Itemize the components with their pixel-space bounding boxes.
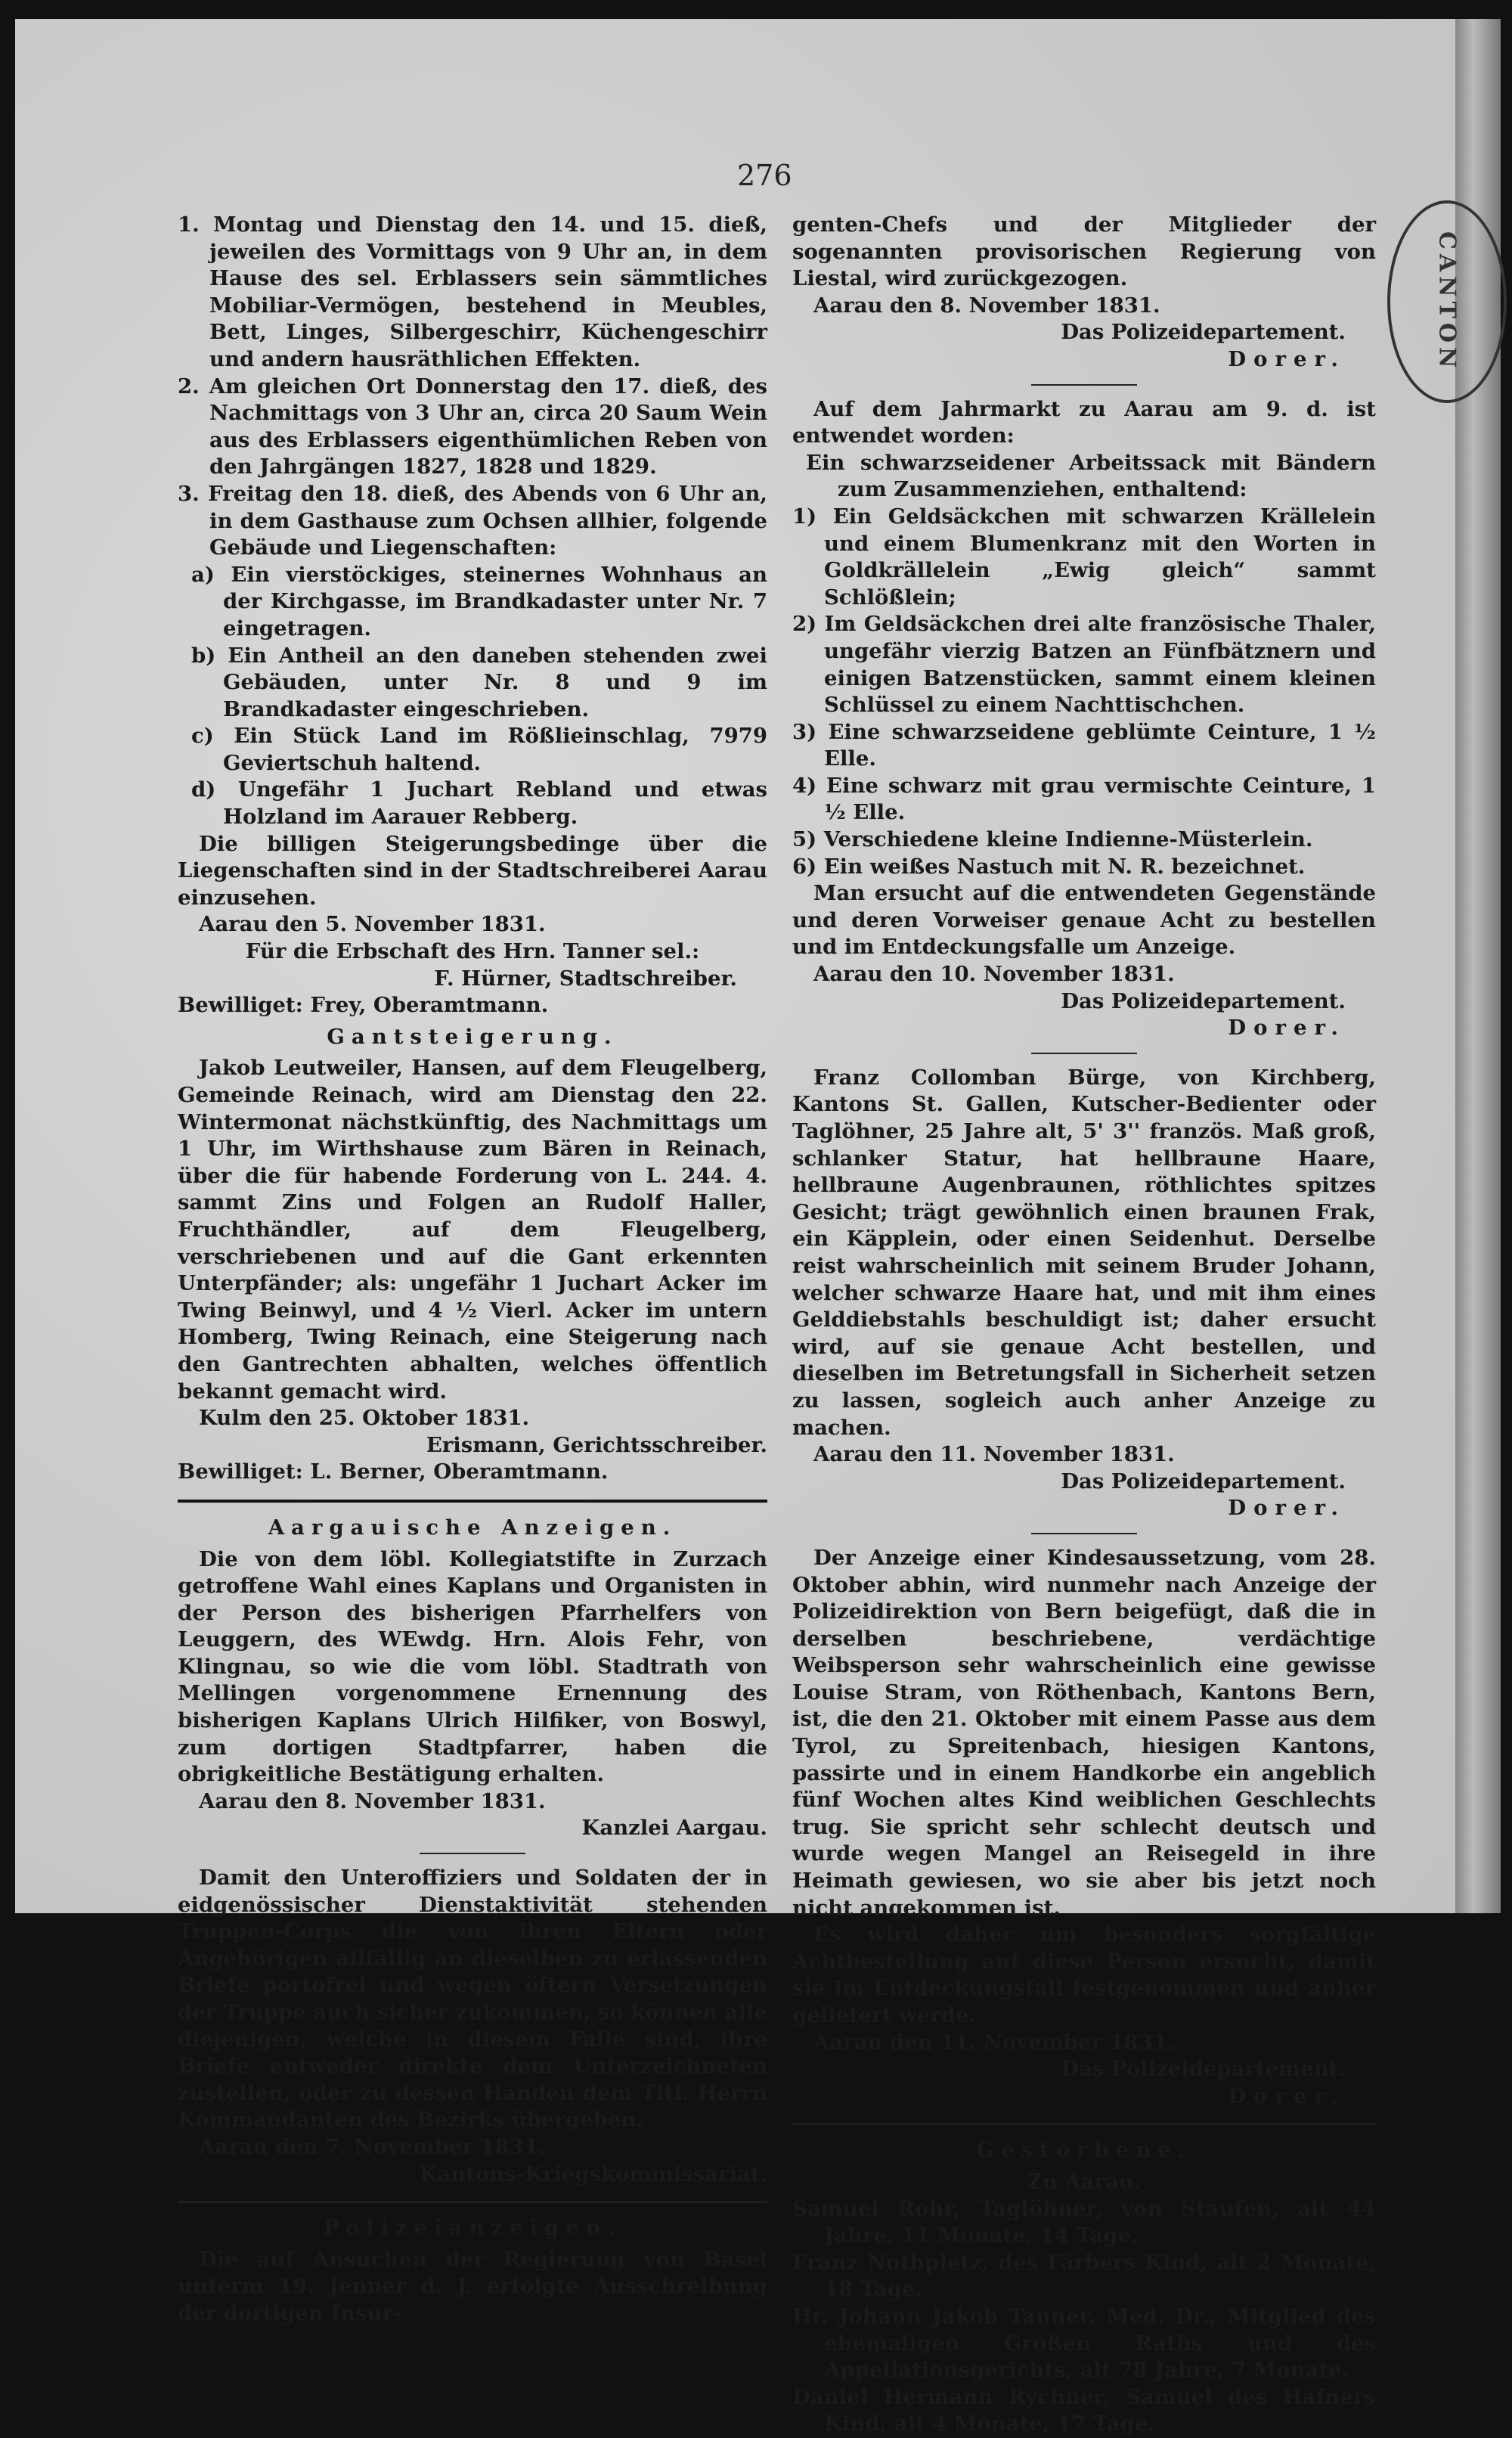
death-entry: Hr. Johann Jakob Tanner, Med. Dr., Mitglied des ehemaligen Großen Raths und des Appellationsgerichts, alt 78 Jahre, 7 Monate. [792, 2303, 1376, 2383]
stolen-item: 3) Eine schwarzseidene geblümte Ceinture, 1 ½ Elle. [792, 719, 1376, 771]
auction-item: 3. Freitag den 18. dieß, des Abends von 6 Uhr an, in dem Gasthause zum Ochsen allhier, folgende Gebäude und Liegenschaften: [178, 481, 767, 560]
section-heading: Aargauische Anzeigen. [268, 1515, 677, 1540]
dateline: Kulm den 25. Oktober 1831. [199, 1406, 530, 1431]
notice: Man ersucht auf die entwendeten Gegenstände und deren Vorweiser genaue Acht zu bestellen und im Entdeckungsfalle um Anzeige. [792, 881, 1376, 960]
notice: Damit den Unteroffiziers und Soldaten der in eidgenössischer Dienstaktivität stehenden Truppen-Corps die von ihren Eltern oder Angehörigen allfällig an dieselben zu erlassenden Briefe portofrei und wegen öftern Versetzungen der Truppe auch sicher zukommen, so können alle diejenigen, welche in diesem Falle sind, ihre Briefe entweder direkte dem Unterzeichneten zustellen, oder zu dessen Handen dem Titl. Herrn Kommandanten des Bezirks übergeben. [178, 1866, 767, 2132]
section-heading: Polizeianzeigen. [323, 2216, 622, 2241]
conditions-text: Die billigen Steigerungsbedinge über die Liegenschaften sind in der Stadtschreiberei Aarau einzusehen. [178, 831, 767, 910]
signature: Das Polizeidepartement. [1061, 320, 1346, 345]
right-column [792, 212, 1376, 2438]
signature: Erismann, Gerichtsschreiber. [426, 1432, 767, 1457]
dateline: Aarau den 8. November 1831. [813, 293, 1160, 318]
stolen-item: 2) Im Geldsäckchen drei alte französische Thaler, ungefähr vierzig Batzen an Fünfbätznern und einigen Batzenstücken, sammt einem kleinen Schlüssel zu einem Nachttischchen. [792, 612, 1376, 718]
signature-name: Dorer. [1228, 2083, 1346, 2108]
left-column [178, 212, 767, 2328]
dateline: Aarau den 11. November 1831. [813, 1442, 1175, 1467]
divider [1031, 384, 1137, 386]
stolen-item: 1) Ein Geldsäckchen mit schwarzen Krällelein und einem Blumenkranz mit den Worten in Goldkrällelein „Ewig gleich“ sammt Schlößlein; [792, 504, 1376, 610]
dateline: Aarau den 10. November 1831. [813, 962, 1175, 987]
section-heading: Gestorbene. [976, 2138, 1192, 2163]
notice: Auf dem Jahrmarkt zu Aarau am 9. d. ist entwendet worden: [792, 396, 1376, 448]
auction-item: 2. Am gleichen Ort Donnerstag den 17. dieß, des Nachmittags von 3 Uhr an, circa 20 Saum Wein aus des Erblassers eigenthümlichen Reben von den Jahrgängen 1827, 1828 und 1829. [178, 374, 767, 479]
section-divider [178, 2201, 767, 2203]
notice: Franz Collomban Bürge, von Kirchberg, Kantons St. Gallen, Kutscher-Bedienter oder Taglöhner, 25 Jahre alt, 5' 3'' französ. Maß groß, schlanker Statur, hat hellbraune Haare, hellbraune Augenbraunen, röthlichtes spitzes Gesicht; trägt gewöhnlich einen braunen Frak, ein Käpplein, oder einen Seidenhut. Derselbe reist wahrscheinlich mit seinem Bruder Johann, welcher schwarze Haare hat, und mit ihm eines Gelddiebstahls beschuldigt ist; daher ersucht wird, auf sie genaue Acht bestellen, und dieselben im Betretungsfall in Sicherheit setzen zu lassen, sogleich auch anher Anzeige zu machen. [792, 1065, 1376, 1440]
signature: Kanzlei Aargau. [581, 1816, 767, 1841]
signature-name: Dorer. [1228, 346, 1346, 371]
approval: Bewilliget: Frey, Oberamtmann. [178, 993, 549, 1018]
auction-item: 1. Montag und Dienstag den 14. und 15. dieß, jeweilen des Vormittags von 9 Uhr an, in dem Hause des sel. Erblassers sein sämmtliches Mobiliar-Vermögen, bestehend in Meubles, Bett, Linges, Silbergeschirr, Küchengeschirr und andern hausräthlichen Effekten. [178, 212, 767, 371]
notice: Der Anzeige einer Kindesaussetzung, vom 28. Oktober abhin, wird nunmehr nach Anzeige der Polizeidirektion von Bern beigefügt, daß die in derselben beschriebene, verdächtige Weibsperson sehr wahrscheinlich eine gewisse Louise Stram, von Röthenbach, Kantons Bern, ist, die den 21. Oktober mit einem Passe aus dem Tyrol, zu Spreitenbach, hiesigen Kantons, passirte und in einem Handkorbe ein angeblich fünf Wochen altes Kind weiblichen Geschlechts trug. Sie spricht sehr schlecht deutsch und wurde wegen Mangel an Reisegeld in ihre Heimath gewiesen, wo sie aber bis jetzt noch nicht angekommen ist. [792, 1545, 1376, 1920]
property-item: c) Ein Stück Land im Rößlieinschlag, 7979 Geviertschuh haltend. [191, 724, 767, 775]
notice: Die von dem löbl. Kollegiatstifte in Zurzach getroffene Wahl eines Kaplans und Organisten in der Person des bisherigen Pfarrhelfers von Leuggern, des WEwdg. Hrn. Alois Fehr, von Klingnau, so wie die vom löbl. Stadtrath von Mellingen vorgenommene Ernennung des bisherigen Kaplans Ulrich Hilfiker, von Boswyl, zum dortigen Stadtpfarrer, haben die obrigkeitliche Bestätigung erhalten. [178, 1546, 767, 1787]
signature: Das Polizeidepartement. [1061, 988, 1346, 1013]
signature: F. Hürner, Stadtschreiber. [434, 966, 737, 991]
divider [1031, 1533, 1137, 1534]
section-divider [178, 1500, 767, 1503]
notice-continuation: genten-Chefs und der Mitglieder der sogenannten provisorischen Regierung von Liestal, wird zurückgezogen. [792, 212, 1376, 291]
dateline: Aarau den 5. November 1831. [199, 912, 546, 937]
signature: Das Polizeidepartement. [1061, 2057, 1346, 2082]
death-entry: Franz Nothpletz, des Färbers Kind, alt 2 Monate, 18 Tage. [792, 2250, 1376, 2302]
signature: Kantons-Kriegskommissariat. [419, 2161, 767, 2186]
death-entry: Daniel Hermann Rychner, Samuel des Hafners Kind, alt 4 Monate, 17 Tage. [792, 2384, 1376, 2436]
library-stamp: CANTON [1387, 200, 1507, 403]
place-heading: Zu Aarau. [1027, 2169, 1142, 2194]
death-entry: Samuel Rohr, Taglöhner, von Staufen, alt 44 Jahre, 11 Monate, 14 Tage. [792, 2196, 1376, 2248]
signature: Das Polizeidepartement. [1061, 1469, 1346, 1494]
property-item: b) Ein Antheil an den daneben stehenden zwei Gebäuden, unter Nr. 8 und 9 im Brandkadaster eingeschrieben. [191, 643, 767, 721]
divider [420, 1853, 525, 1854]
notice: Es wird daher um besonders sorgfältige Achtbestellung auf diese Person ersucht, damit sie im Entdeckungsfall festgenommen und anher geliefert werde. [792, 1922, 1376, 2027]
page-number: 276 [737, 159, 792, 192]
signature-name: Dorer. [1228, 1496, 1346, 1521]
gant-notice: Jakob Leutweiler, Hansen, auf dem Fleugelberg, Gemeinde Reinach, wird am Dienstag den 22. Wintermonat nächstkünftig, des Nachmittags um 1 Uhr, im Wirthshause zum Bären in Reinach, über die für habende Forderung von L. 244. 4. sammt Zins und Folgen an Rudolf Haller, Fruchthändler, auf dem Fleugelberg, verschriebenen und auf die Gant erkennten Unterpfänder; als: ungefähr 1 Juchart Acker im Twing Beinwyl, und 4 ½ Vierl. Acker im untern Homberg, Twing Reinach, eine Steigerung nach den Gantrechten abhalten, welches öffentlich bekannt gemacht wird. [178, 1056, 767, 1404]
section-divider [792, 2123, 1376, 2125]
dateline: Aarau den 11. November 1831. [813, 2030, 1175, 2055]
dateline: Aarau den 7. November 1831. [199, 2134, 546, 2159]
stolen-item: 4) Eine schwarz mit grau vermischte Ceinture, 1 ½ Elle. [792, 773, 1376, 825]
signature: Für die Erbschaft des Hrn. Tanner sel.: [245, 939, 700, 964]
notice: Die auf Ansuchen der Regierung von Basel unterm 19. Jenner d. J. erfolgte Ausschreibung der dortigen Insur- [178, 2247, 767, 2325]
signature-name: Dorer. [1228, 1016, 1346, 1041]
property-item: a) Ein vierstöckiges, steinernes Wohnhaus an der Kirchgasse, im Brandkadaster unter Nr. 7 eingetragen. [191, 562, 767, 641]
approval: Bewilliget: L. Berner, Oberamtmann. [178, 1459, 609, 1484]
property-item: d) Ungefähr 1 Juchart Rebland und etwas Holzland im Aarauer Rebberg. [191, 777, 767, 830]
notice: Ein schwarzseidener Arbeitssack mit Bändern zum Zusammenziehen, enthaltend: [806, 450, 1376, 502]
stolen-item: 6) Ein weißes Nastuch mit N. R. bezeichnet. [792, 854, 1306, 879]
section-heading: Gantsteigerung. [327, 1024, 618, 1049]
stolen-item: 5) Verschiedene kleine Indienne-Müsterlein. [792, 827, 1313, 852]
dateline: Aarau den 8. November 1831. [199, 1788, 546, 1813]
divider [1031, 1053, 1137, 1054]
